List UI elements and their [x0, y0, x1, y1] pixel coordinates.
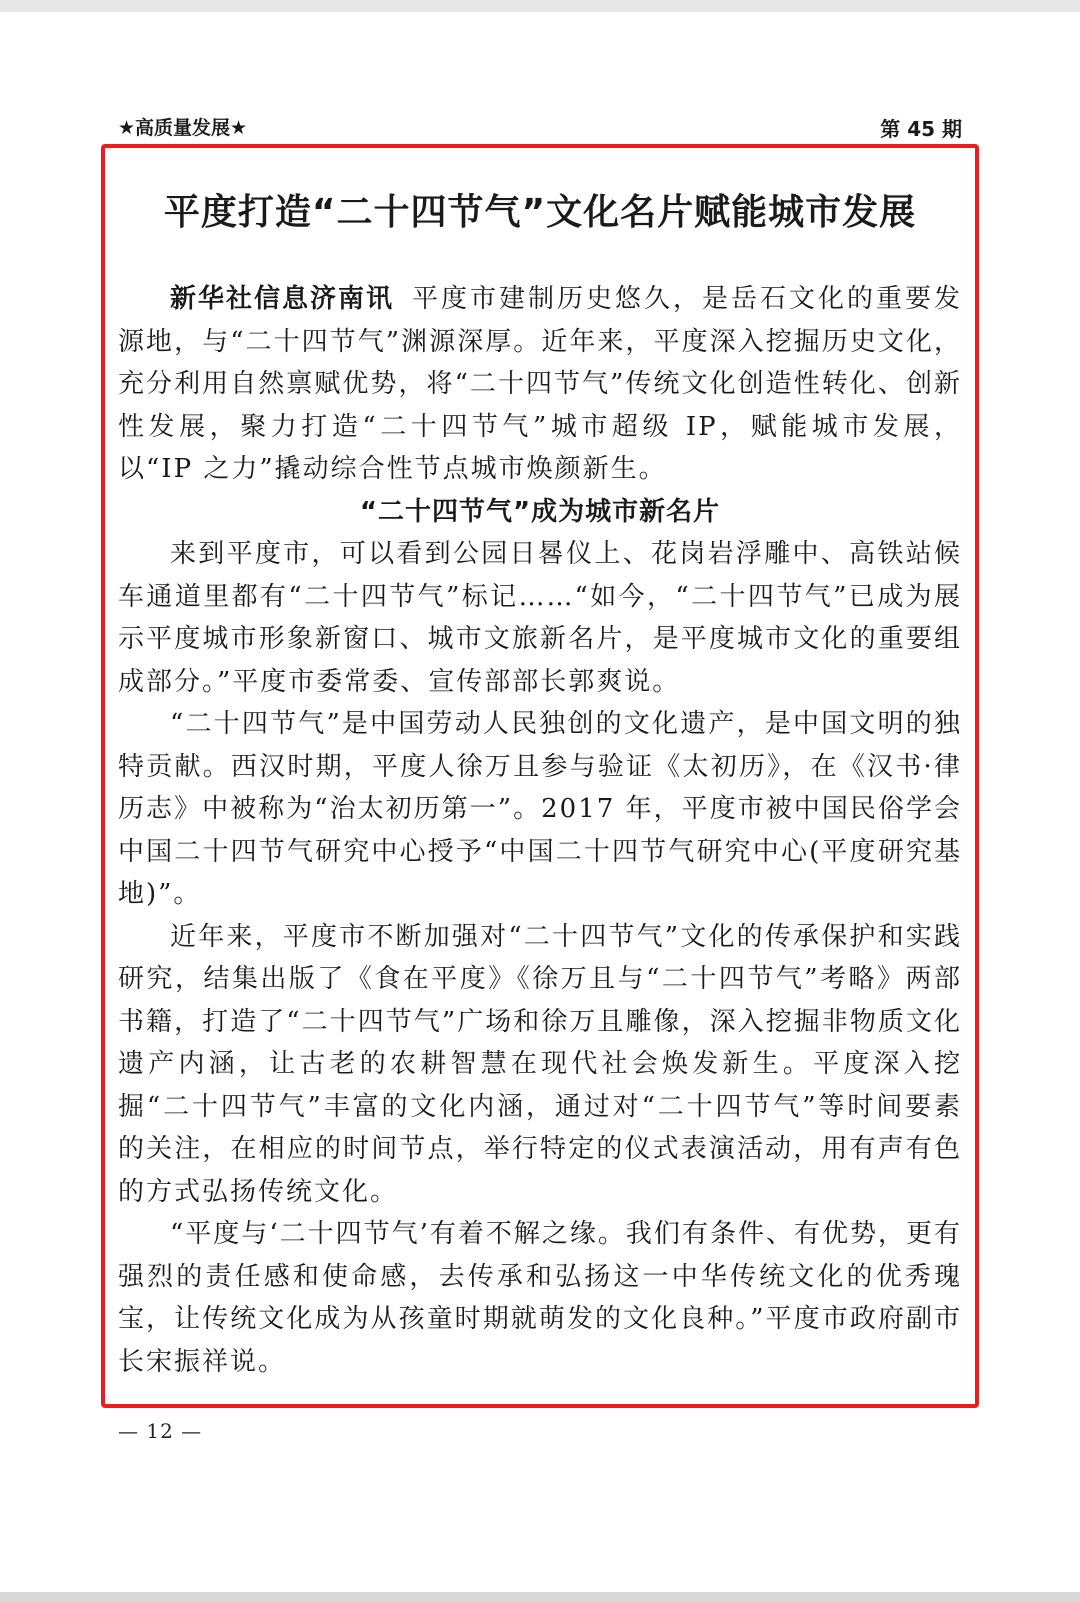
subheading: “二十四节气”成为城市新名片: [359, 496, 721, 527]
lead-paragraph: [118, 278, 962, 491]
issue-number: 第 45 期: [880, 117, 962, 141]
paragraph-2: “二十四节气”是中国劳动人民独创的文化遗产，是中国文明的独特贡献。西汉时期，平度人徐万且参与验证《太初历》，在《汉书·律历志》中被称为“治太初历第一”。2017 年，平度市被中国民俗学会中国二十四节气研究中心授予“中国二十四节气研究中心(平度研究基地)”。: [118, 709, 962, 909]
section-label: ★高质量发展★: [118, 117, 248, 139]
lead-text: 平度市建制历史悠久，是岳石文化的重要发源地，与“二十四节气”渊源深厚。近年来，平度深入挖掘历史文化，充分利用自然禀赋优势，将“二十四节气”传统文化创造性转化、创新性发展，聚力打造“二十四节气”城市超级 IP，赋能城市发展，以“IP 之力”撬动综合性节点城市焕颜新生。: [118, 284, 962, 484]
paragraph-4: “平度与‘二十四节气’有着不解之缘。我们有条件、有优势，更有强烈的责任感和使命感，去传承和弘扬这一中华传统文化的优秀瑰宝，让传统文化成为从孩童时期就萌发的文化良种。”平度市政府副市长宋振祥说。: [118, 1219, 962, 1377]
paragraph-3: 近年来，平度市不断加强对“二十四节气”文化的传承保护和实践研究，结集出版了《食在平度》《徐万且与“二十四节气”考略》两部书籍，打造了“二十四节气”广场和徐万且雕像，深入挖掘非物质文化遗产内涵，让古老的农耕智慧在现代社会焕发新生。平度深入挖掘“二十四节气”丰富的文化内涵，通过对“二十四节气”等时间要素的关注，在相应的时间节点，举行特定的仪式表演活动，用有声有色的方式弘扬传统文化。: [118, 921, 962, 1207]
running-header: [118, 112, 962, 148]
lead-source: 新华社信息济南讯: [170, 284, 394, 314]
article-body: [118, 278, 962, 1383]
article-title: 平度打造“二十四节气”文化名片赋能城市发展: [163, 192, 917, 233]
viewer-bottom-edge: [0, 1592, 1080, 1601]
page-number: — 12 —: [118, 1419, 203, 1443]
paragraph-1: 来到平度市，可以看到公园日晷仪上、花岗岩浮雕中、高铁站候车通道里都有“二十四节气”标记……“如今，“二十四节气”已成为展示平度城市形象新窗口、城市文旅新名片，是平度城市文化的重要组成部分。”平度市委常委、宣传部部长郭爽说。: [118, 539, 962, 697]
